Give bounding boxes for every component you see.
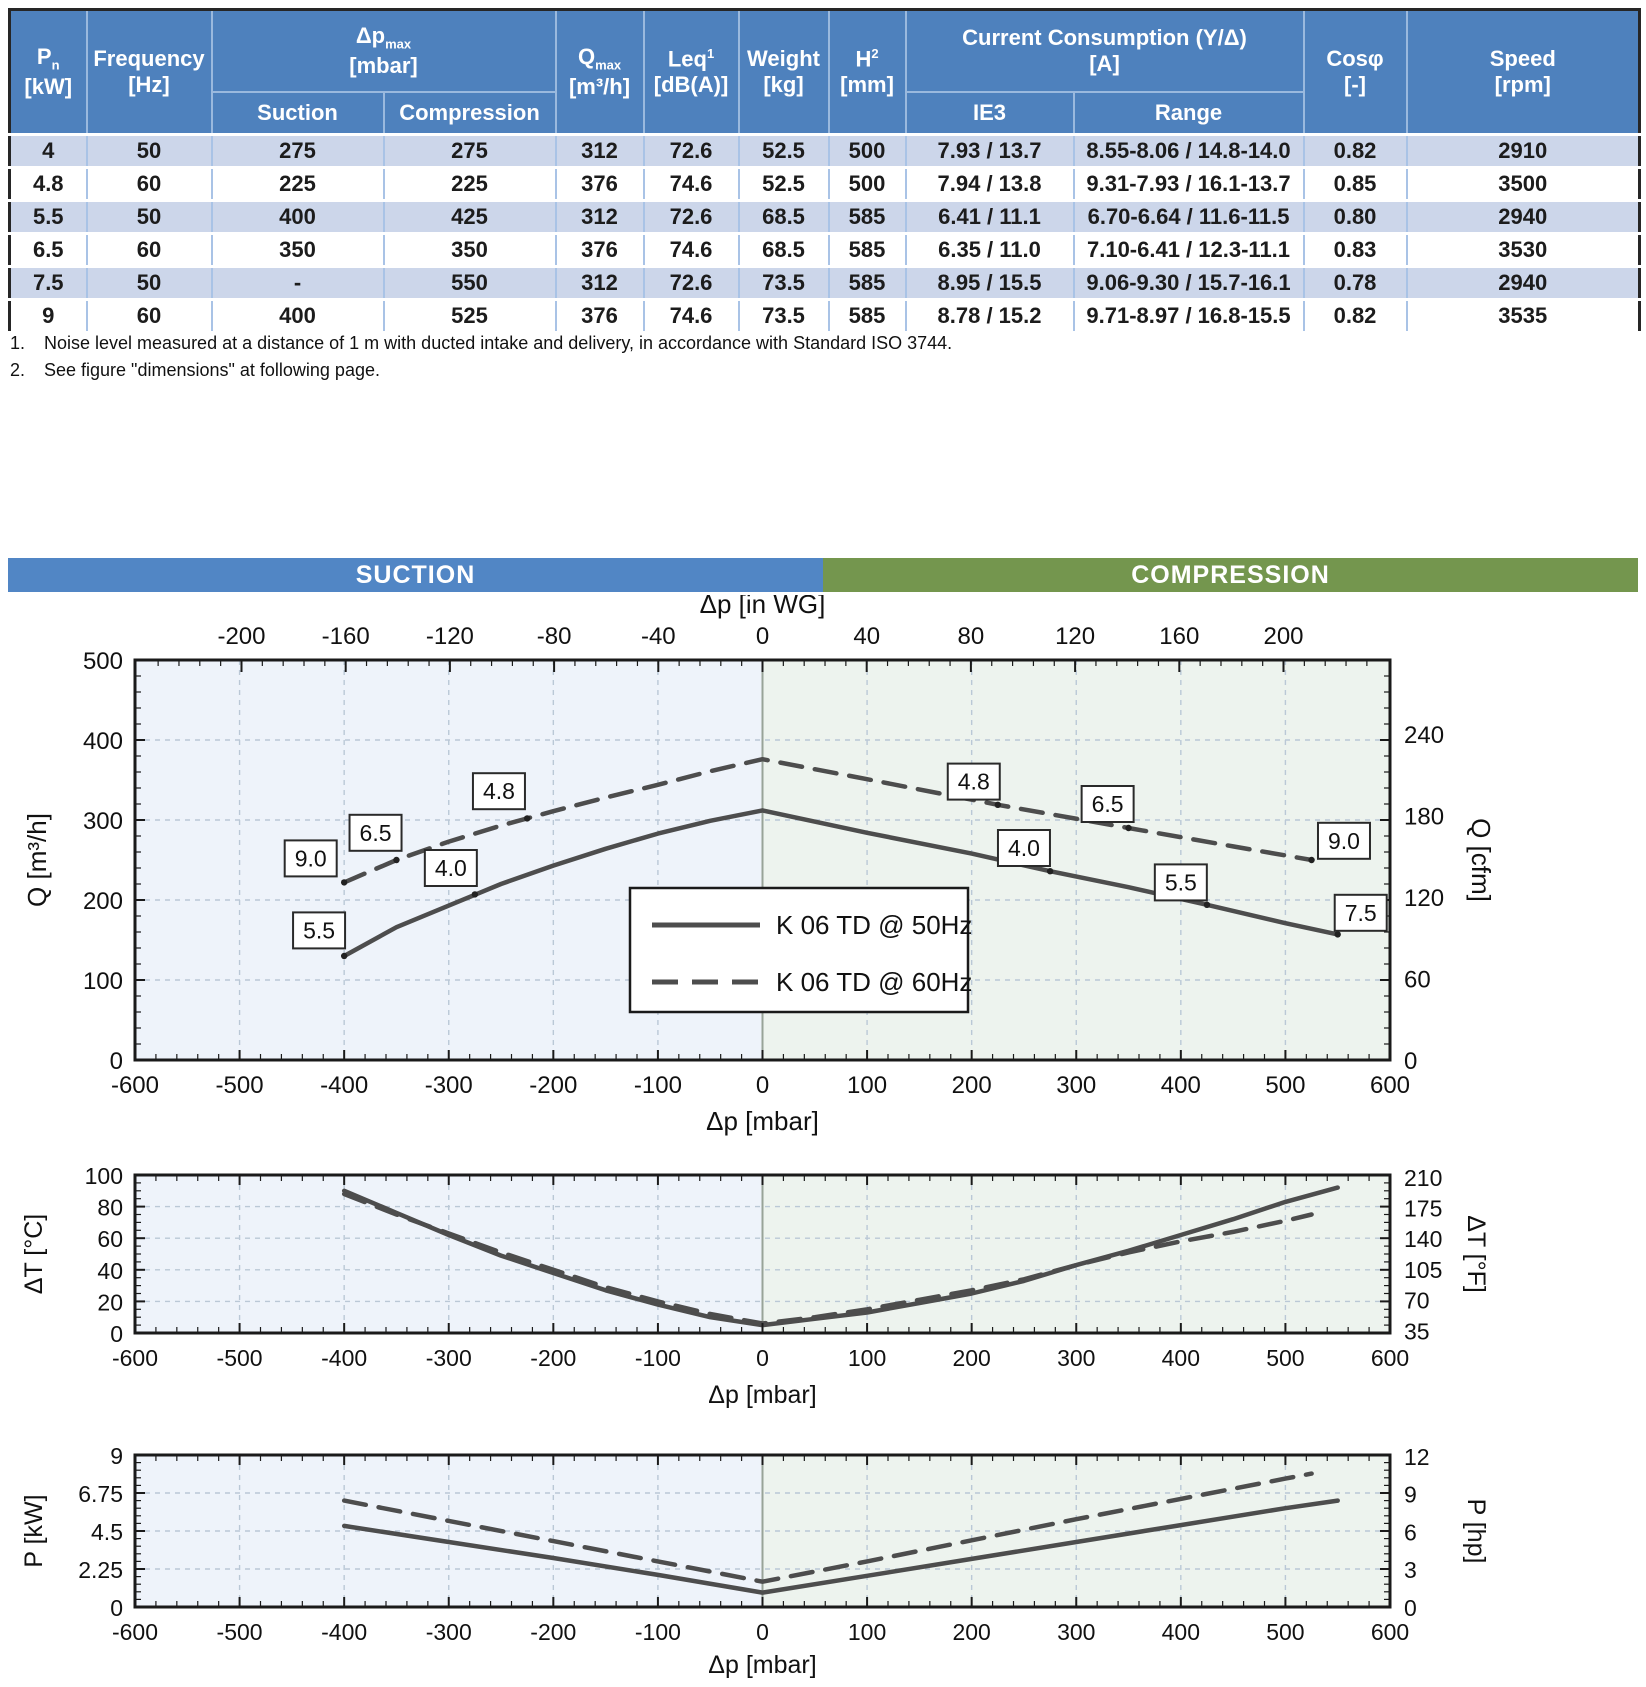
table-cell: 9 (10, 300, 87, 333)
footnote-1 (10, 330, 952, 357)
table-cell: 60 (87, 234, 212, 267)
svg-text:500: 500 (1265, 1072, 1306, 1099)
table-cell: 68.5 (739, 201, 829, 234)
svg-text:500: 500 (1266, 1619, 1305, 1645)
table-cell: 6.35 / 11.0 (906, 234, 1074, 267)
svg-text:-200: -200 (530, 1619, 577, 1645)
svg-text:9.0: 9.0 (294, 845, 327, 872)
svg-text:400: 400 (1161, 1619, 1201, 1645)
table-cell: - (212, 267, 384, 300)
svg-text:Δp [mbar]: Δp [mbar] (708, 1651, 817, 1679)
svg-text:P [hp]: P [hp] (1462, 1498, 1490, 1564)
legend (630, 888, 972, 1012)
svg-text:-120: -120 (425, 623, 474, 650)
svg-text:-100: -100 (634, 1345, 681, 1371)
svg-text:60: 60 (97, 1226, 123, 1253)
table-cell: 275 (384, 135, 556, 168)
svg-text:-500: -500 (215, 1072, 264, 1099)
table-cell: 6.70-6.64 / 11.6-11.5 (1074, 201, 1304, 234)
table-cell: 6.5 (10, 234, 87, 267)
svg-text:175: 175 (1404, 1195, 1443, 1222)
svg-text:6: 6 (1404, 1519, 1417, 1546)
col-header-dp-max: $\Delta p_{max}$ [mbar] (212, 10, 556, 93)
svg-text:6.5: 6.5 (359, 819, 392, 846)
table-cell: 500 (829, 168, 906, 201)
svg-text:Q [cfm]: Q [cfm] (1466, 818, 1496, 902)
table-cell: 60 (87, 300, 212, 333)
svg-text:3: 3 (1404, 1557, 1417, 1584)
table-cell: 275 (212, 135, 384, 168)
table-cell: 74.6 (644, 300, 739, 333)
svg-text:200: 200 (952, 1619, 991, 1645)
label-anchor-dot (472, 891, 478, 897)
svg-text:120: 120 (1055, 623, 1096, 650)
label-anchor-dot (393, 857, 399, 863)
flow-rate-chart (0, 595, 1646, 1140)
svg-text:-300: -300 (425, 1619, 472, 1645)
col-header-pn: $P_n$ [kW] (10, 10, 87, 135)
table-cell: 7.5 (10, 267, 87, 300)
col-header-h: $H^2$ [mm] (829, 10, 906, 135)
svg-text:-400: -400 (321, 1345, 368, 1371)
col-header-ie3: IE3 (906, 92, 1074, 135)
svg-text:500: 500 (1266, 1345, 1305, 1371)
table-cell: 74.6 (644, 234, 739, 267)
label-anchor-dot (1047, 868, 1053, 874)
svg-text:100: 100 (82, 968, 123, 995)
svg-text:-200: -200 (217, 623, 266, 650)
svg-text:0: 0 (755, 623, 770, 650)
svg-text:Δp [in WG]: Δp [in WG] (699, 595, 826, 619)
svg-text:0: 0 (109, 1048, 123, 1075)
table-cell: 72.6 (644, 135, 739, 168)
svg-text:0: 0 (756, 1619, 769, 1645)
table-cell: 52.5 (739, 168, 829, 201)
label-anchor-dot (1308, 857, 1314, 863)
table-row (10, 300, 1640, 333)
svg-text:200: 200 (951, 1072, 992, 1099)
table-cell: 50 (87, 201, 212, 234)
svg-text:120: 120 (1404, 884, 1445, 912)
footnote-text: Noise level measured at a distance of 1 m with ducted intake and delivery, in accordance with Standard ISO 3744. (44, 333, 953, 353)
svg-text:0: 0 (755, 1072, 770, 1099)
table-cell: 350 (384, 234, 556, 267)
table-cell: 6.41 / 11.1 (906, 201, 1074, 234)
svg-text:Δp [mbar]: Δp [mbar] (706, 1106, 819, 1136)
table-cell: 7.93 / 13.7 (906, 135, 1074, 168)
svg-text:0: 0 (1404, 1048, 1418, 1075)
label-anchor-dot (341, 953, 347, 959)
svg-text:-400: -400 (321, 1619, 368, 1645)
table-cell: 400 (212, 201, 384, 234)
table-cell: 60 (87, 168, 212, 201)
col-header-q-max: $Q_{max}$ [m³/h] (556, 10, 644, 135)
table-cell: 312 (556, 201, 644, 234)
label-anchor-dot (341, 879, 347, 885)
col-header-frequency: Frequency [Hz] (87, 10, 212, 135)
table-cell: 0.83 (1304, 234, 1407, 267)
table-cell: 50 (87, 267, 212, 300)
table-cell: 74.6 (644, 168, 739, 201)
svg-text:-500: -500 (216, 1345, 263, 1371)
svg-text:4.0: 4.0 (1007, 835, 1040, 861)
table-cell: 8.95 / 15.5 (906, 267, 1074, 300)
table-cell: 350 (212, 234, 384, 267)
svg-text:4.0: 4.0 (434, 855, 467, 881)
svg-text:-100: -100 (633, 1072, 682, 1099)
svg-text:600: 600 (1370, 1619, 1410, 1645)
svg-text:20: 20 (97, 1289, 123, 1316)
svg-text:P [kW]: P [kW] (20, 1494, 48, 1568)
table-cell: 7.10-6.41 / 12.3-11.1 (1074, 234, 1304, 267)
svg-text:-160: -160 (321, 623, 370, 650)
table-row (10, 135, 1640, 168)
svg-text:-200: -200 (529, 1072, 578, 1099)
table-cell: 3500 (1407, 168, 1640, 201)
svg-text:-300: -300 (425, 1345, 472, 1371)
svg-text:180: 180 (1404, 803, 1445, 831)
table-cell: 585 (829, 201, 906, 234)
svg-text:100: 100 (847, 1619, 887, 1645)
col-header-speed: Speed [rpm] (1407, 10, 1640, 135)
table-cell: 585 (829, 234, 906, 267)
table-cell: 2940 (1407, 267, 1640, 300)
svg-text:105: 105 (1404, 1256, 1443, 1283)
label-anchor-dot (1204, 902, 1210, 908)
svg-text:200: 200 (952, 1345, 991, 1371)
col-header-leq: Leq$^1$ [dB(A)] (644, 10, 739, 135)
suction-banner: SUCTION (8, 558, 823, 592)
svg-text:100: 100 (847, 1072, 888, 1099)
svg-text:6.75: 6.75 (78, 1481, 123, 1507)
col-header-suction: Suction (212, 92, 384, 135)
svg-text:-200: -200 (530, 1345, 577, 1371)
svg-text:0: 0 (110, 1321, 123, 1347)
svg-text:Δp [mbar]: Δp [mbar] (708, 1381, 817, 1409)
svg-text:40: 40 (97, 1257, 123, 1284)
table-row (10, 168, 1640, 201)
svg-text:7.5: 7.5 (1344, 899, 1377, 926)
svg-text:70: 70 (1404, 1287, 1430, 1314)
table-cell: 3530 (1407, 234, 1640, 267)
svg-text:300: 300 (1057, 1345, 1096, 1371)
table-cell: 376 (556, 234, 644, 267)
table-cell: 8.55-8.06 / 14.8-14.0 (1074, 135, 1304, 168)
table-cell: 9.06-9.30 / 15.7-16.1 (1074, 267, 1304, 300)
footnote-2 (10, 357, 952, 384)
col-header-current: Current Consumption (Y/Δ) [A] (906, 10, 1304, 93)
table-cell: 500 (829, 135, 906, 168)
svg-text:4.8: 4.8 (957, 768, 990, 795)
svg-text:300: 300 (1056, 1072, 1097, 1099)
table-cell: 5.5 (10, 201, 87, 234)
svg-text:600: 600 (1369, 1072, 1411, 1099)
table-cell: 0.85 (1304, 168, 1407, 201)
table-cell: 585 (829, 267, 906, 300)
footnote-number: 2. (10, 360, 26, 380)
table-cell: 312 (556, 135, 644, 168)
table-cell: 50 (87, 135, 212, 168)
svg-text:9: 9 (110, 1443, 123, 1469)
table-cell: 73.5 (739, 300, 829, 333)
spec-table-container (8, 8, 1638, 334)
spec-table (8, 8, 1641, 334)
table-cell: 2940 (1407, 201, 1640, 234)
table-cell: 400 (212, 300, 384, 333)
svg-text:-500: -500 (216, 1619, 263, 1645)
table-cell: 376 (556, 300, 644, 333)
compression-banner: COMPRESSION (823, 558, 1638, 592)
svg-text:200: 200 (82, 888, 123, 915)
temperature-chart (0, 1140, 1646, 1420)
svg-text:500: 500 (82, 648, 123, 675)
table-cell: 0.78 (1304, 267, 1407, 300)
svg-text:140: 140 (1404, 1226, 1443, 1253)
svg-text:60: 60 (1404, 966, 1431, 994)
svg-text:2.25: 2.25 (78, 1557, 123, 1583)
table-cell: 376 (556, 168, 644, 201)
svg-text:4.5: 4.5 (91, 1519, 123, 1545)
table-cell: 225 (384, 168, 556, 201)
svg-text:-600: -600 (111, 1345, 159, 1371)
table-cell: 3535 (1407, 300, 1640, 333)
svg-text:400: 400 (1160, 1072, 1201, 1099)
svg-text:-600: -600 (110, 1072, 160, 1099)
label-anchor-dot (1335, 931, 1341, 937)
table-cell: 68.5 (739, 234, 829, 267)
svg-text:12: 12 (1404, 1443, 1430, 1470)
table-cell: 9.71-8.97 / 16.8-15.5 (1074, 300, 1304, 333)
svg-text:40: 40 (853, 623, 881, 650)
svg-text:5.5: 5.5 (303, 917, 336, 944)
svg-text:-80: -80 (536, 623, 572, 650)
svg-text:400: 400 (82, 728, 123, 755)
svg-text:4.8: 4.8 (482, 778, 515, 805)
table-cell: 2910 (1407, 135, 1640, 168)
table-cell: 0.82 (1304, 135, 1407, 168)
svg-text:100: 100 (847, 1345, 887, 1371)
table-cell: 73.5 (739, 267, 829, 300)
table-cell: 4.8 (10, 168, 87, 201)
table-row (10, 267, 1640, 300)
svg-text:300: 300 (82, 808, 123, 835)
label-anchor-dot (1125, 825, 1131, 831)
svg-text:240: 240 (1404, 721, 1445, 749)
svg-text:0: 0 (110, 1595, 123, 1621)
svg-text:9: 9 (1404, 1481, 1417, 1508)
svg-text:210: 210 (1404, 1164, 1443, 1191)
table-cell: 4 (10, 135, 87, 168)
svg-text:ΔT [°F]: ΔT [°F] (1462, 1215, 1490, 1293)
table-header-row-1 (10, 10, 1640, 93)
table-cell: 585 (829, 300, 906, 333)
table-cell: 8.78 / 15.2 (906, 300, 1074, 333)
svg-text:80: 80 (957, 623, 985, 650)
table-cell: 72.6 (644, 267, 739, 300)
svg-text:-300: -300 (424, 1072, 473, 1099)
col-header-cos-phi: Cosφ [-] (1304, 10, 1407, 135)
label-anchor-dot (524, 815, 530, 821)
col-header-compression: Compression (384, 92, 556, 135)
table-cell: 7.94 / 13.8 (906, 168, 1074, 201)
svg-text:-600: -600 (111, 1619, 159, 1645)
section-banner (8, 558, 1638, 592)
table-cell: 0.80 (1304, 201, 1407, 234)
svg-text:Q [m³/h]: Q [m³/h] (22, 813, 52, 907)
svg-text:80: 80 (97, 1194, 123, 1221)
table-row (10, 234, 1640, 267)
table-cell: 425 (384, 201, 556, 234)
svg-text:35: 35 (1404, 1318, 1430, 1345)
svg-text:400: 400 (1161, 1345, 1201, 1371)
table-cell: 225 (212, 168, 384, 201)
table-cell: 312 (556, 267, 644, 300)
svg-text:-40: -40 (640, 623, 676, 650)
spec-table-body (10, 135, 1640, 333)
footnotes (10, 330, 952, 384)
table-cell: 550 (384, 267, 556, 300)
svg-text:9.0: 9.0 (1327, 827, 1360, 854)
svg-text:200: 200 (1263, 623, 1304, 650)
table-cell: 52.5 (739, 135, 829, 168)
power-chart (0, 1420, 1646, 1687)
label-anchor-dot (995, 802, 1001, 808)
svg-text:ΔT [°C]: ΔT [°C] (20, 1213, 48, 1295)
svg-text:160: 160 (1159, 623, 1200, 650)
footnote-text: See figure "dimensions" at following page. (44, 360, 380, 380)
legend-label: K 06 TD @ 60Hz (776, 967, 973, 997)
legend-label: K 06 TD @ 50Hz (776, 910, 973, 940)
svg-text:-100: -100 (634, 1619, 681, 1645)
svg-text:-400: -400 (320, 1072, 369, 1099)
col-header-range: Range (1074, 92, 1304, 135)
svg-text:600: 600 (1370, 1345, 1410, 1371)
footnote-number: 1. (10, 333, 26, 353)
table-row (10, 201, 1640, 234)
table-cell: 0.82 (1304, 300, 1407, 333)
table-cell: 525 (384, 300, 556, 333)
svg-text:0: 0 (1404, 1595, 1417, 1621)
col-header-weight: Weight [kg] (739, 10, 829, 135)
svg-text:5.5: 5.5 (1164, 869, 1197, 896)
table-cell: 9.31-7.93 / 16.1-13.7 (1074, 168, 1304, 201)
svg-text:100: 100 (84, 1163, 123, 1189)
svg-text:0: 0 (756, 1345, 769, 1371)
svg-text:6.5: 6.5 (1091, 791, 1124, 817)
svg-text:300: 300 (1057, 1619, 1096, 1645)
table-cell: 72.6 (644, 201, 739, 234)
